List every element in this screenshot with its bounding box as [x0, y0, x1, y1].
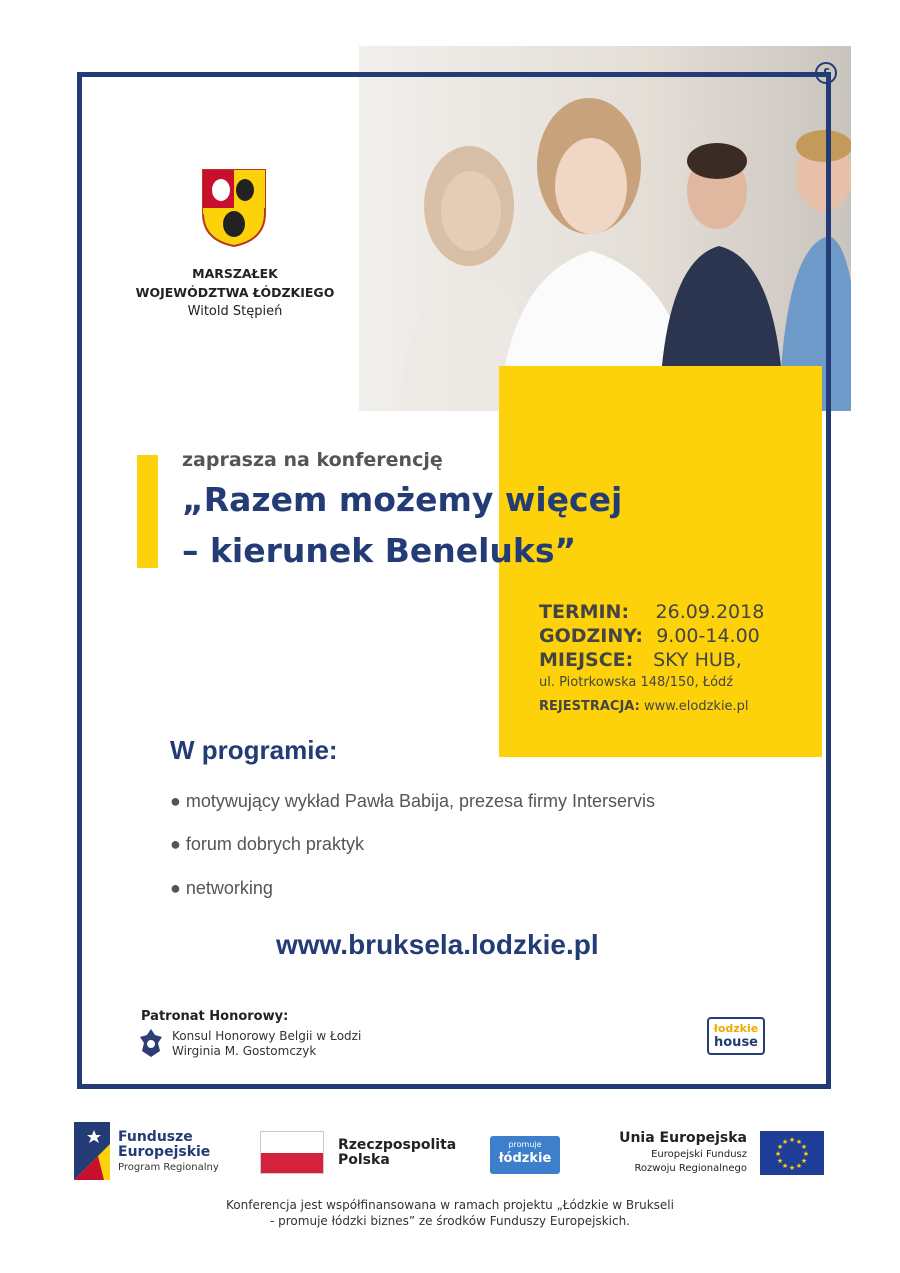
fe-line1: Fundusze [118, 1129, 193, 1145]
promuje-lodzkie-logo [490, 1136, 560, 1174]
svg-text:★: ★ [774, 1150, 782, 1158]
fundusze-europejskie-text [118, 1130, 219, 1175]
marszalek-line2: WOJEWÓDZTWA ŁÓDZKIEGO [135, 285, 335, 300]
svg-text:★: ★ [776, 1157, 784, 1165]
svg-text:★: ★ [795, 1162, 803, 1170]
program-item: ● networking [170, 878, 273, 898]
miejsce-value: SKY HUB, [653, 649, 742, 671]
konsul-line1: Konsul Honorowy Belgii w Łodzi [172, 1029, 362, 1043]
conference-title-line2: – kierunek Beneluks” [182, 531, 577, 570]
ue-sub1: Europejski Fundusz [651, 1149, 747, 1160]
crest-icon [201, 168, 267, 248]
rejestracja-link[interactable]: www.elodzkie.pl [643, 699, 749, 714]
svg-text:★: ★ [802, 1150, 810, 1158]
konsul-block [172, 1029, 361, 1059]
unia-europejska-text [605, 1131, 747, 1176]
lodzkie-house-bottom: house [714, 1035, 758, 1050]
svg-text:★: ★ [788, 1164, 796, 1172]
rp-line1: Rzeczpospolita [338, 1137, 457, 1153]
program-item-text: networking [185, 878, 273, 898]
note-line1: Konferencja jest współfinansowana w ramach projektu „Łódzkie w Brukseli [226, 1198, 674, 1212]
program-heading: W programie: [170, 735, 338, 765]
polish-flag-icon [260, 1131, 324, 1174]
rzeczpospolita-text [338, 1138, 456, 1168]
marszalek-line1: MARSZAŁEK [192, 266, 278, 281]
svg-text:★: ★ [781, 1138, 789, 1146]
program-item: ● forum dobrych praktyk [170, 834, 364, 854]
svg-text:★: ★ [795, 1138, 803, 1146]
marszalek-block [130, 264, 340, 321]
godziny-label: GODZINY: [539, 625, 643, 647]
konsul-line2: Wirginia M. Gostomczyk [172, 1044, 317, 1058]
rejestracja-label: REJESTRACJA: [539, 699, 640, 714]
lodzkie-house-logo [707, 1017, 765, 1055]
eu-flag-icon [760, 1131, 824, 1175]
svg-text:★: ★ [781, 1162, 789, 1170]
svg-text:★: ★ [800, 1157, 808, 1165]
euro-circle-icon: £ [815, 62, 837, 84]
program-item: ● motywujący wykład Pawła Babija, prezesa firmy Interservis [170, 791, 656, 811]
termin-label: TERMIN: [539, 601, 630, 623]
promuje-small: promuje [508, 1140, 542, 1149]
godziny-value: 9.00-14.00 [656, 625, 760, 647]
fe-sub: Program Regionalny [118, 1162, 219, 1173]
belgium-consulate-crest-icon [138, 1027, 164, 1061]
ue-sub2: Rozwoju Regionalnego [634, 1163, 747, 1174]
miejsce-label: MIEJSCE: [539, 649, 634, 671]
termin-value: 26.09.2018 [655, 601, 765, 623]
lodzkie-house-top: łodzkie [713, 1022, 759, 1035]
note-line2: - promuje łódzki biznes” ze środków Funduszy Europejskich. [270, 1214, 630, 1228]
promuje-big: łódzkie [498, 1151, 552, 1166]
fundusze-europejskie-logo-icon [74, 1122, 110, 1180]
ue-title: Unia Europejska [619, 1130, 747, 1146]
program-item-text: motywujący wykład Pawła Babija, prezesa firmy Interservis [185, 791, 656, 811]
cofinancing-note [150, 1197, 750, 1229]
invite-text: zaprasza na konferencję [182, 449, 443, 471]
address: ul. Piotrkowska 148/150, Łódź [539, 675, 734, 690]
yellow-accent-bar [137, 455, 158, 568]
svg-text:★: ★ [800, 1143, 808, 1151]
fe-line2: Europejskie [118, 1144, 211, 1160]
program-item-text: forum dobrych praktyk [185, 834, 364, 854]
marszalek-name: Witold Stępień [187, 304, 283, 319]
patronat-heading: Patronat Honorowy: [141, 1009, 289, 1024]
conference-title-line1: „Razem możemy więcej [182, 480, 623, 519]
event-details [539, 600, 764, 714]
website-link[interactable]: www.bruksela.lodzkie.pl [276, 929, 599, 960]
svg-text:★: ★ [776, 1143, 784, 1151]
rp-line2: Polska [338, 1152, 390, 1168]
svg-text:★: ★ [788, 1136, 796, 1144]
